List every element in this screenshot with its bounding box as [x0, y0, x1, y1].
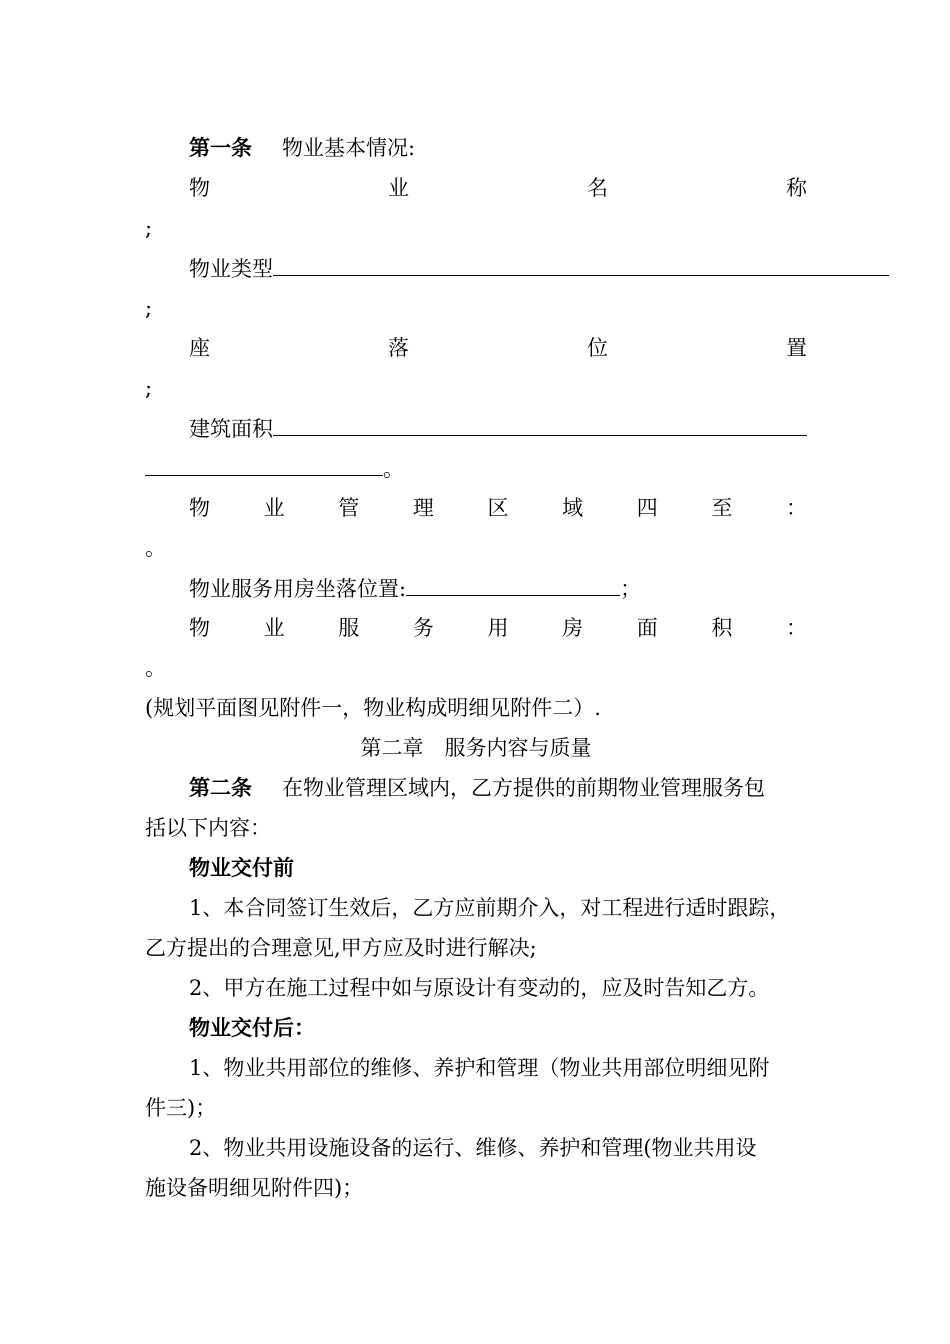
service-area-char: 物: [189, 616, 210, 640]
boundary-char: 管: [338, 496, 360, 520]
article2-heading-line: [145, 768, 807, 808]
building-area-end: 。: [383, 457, 404, 481]
name-char: 称: [786, 176, 807, 200]
before-item1: 1、本合同签订生效后，乙方应前期介入，对工程进行适时跟踪，: [189, 896, 791, 920]
property-type-field: [145, 248, 905, 288]
name-char: 物: [189, 176, 210, 200]
service-area-char: 务: [412, 616, 434, 640]
article1-heading-line: [145, 128, 807, 168]
before-item2: 2、甲方在施工过程中如与原设计有变动的，应及时告知乙方。: [189, 976, 770, 1000]
boundary-char: ：: [786, 496, 807, 520]
service-room-area-end: 。: [145, 656, 166, 680]
location-field: [145, 328, 807, 368]
service-room-location-blank[interactable]: [406, 568, 620, 596]
boundary-char: 业: [263, 496, 285, 520]
service-area-char: 业: [263, 616, 285, 640]
before-item1-cont: 乙方提出的合理意见,甲方应及时进行解决;: [145, 936, 537, 960]
location-char: 位: [587, 336, 608, 360]
property-type-end: ;: [145, 296, 153, 320]
name-char: 业: [388, 176, 409, 200]
article2-text-cont: 括以下内容：: [145, 816, 271, 840]
building-area-blank[interactable]: [273, 408, 807, 436]
after-item2: 2、物业共用设施设备的运行、维修、养护和管理(物业共用设: [189, 1136, 757, 1160]
after-delivery-heading: 物业交付后：: [189, 1015, 315, 1040]
after-item1: 1、物业共用部位的维修、养护和管理（物业共用部位明细见附: [189, 1056, 770, 1080]
property-type-blank[interactable]: [273, 248, 889, 276]
attachment-note: (规划平面图见附件一，物业构成明细见附件二）.: [145, 696, 601, 720]
service-area-char: 房: [562, 616, 584, 640]
service-room-location-field: [145, 568, 807, 608]
service-room-location-end: ；: [620, 577, 642, 601]
boundary-char: 区: [487, 496, 509, 520]
service-area-char: 积: [711, 616, 733, 640]
building-area-continuation: [145, 448, 807, 488]
boundary-char: 理: [412, 496, 434, 520]
building-area-field: [145, 408, 807, 448]
property-type-label: 物业类型: [189, 257, 273, 281]
service-area-char: 面: [636, 616, 658, 640]
service-room-location-label: 物业服务用房坐落位置:: [189, 577, 407, 601]
location-end: ;: [145, 376, 153, 400]
before-delivery-heading: 物业交付前: [189, 855, 294, 880]
location-char: 落: [388, 336, 409, 360]
service-room-area-field: [145, 608, 807, 648]
building-area-label: 建筑面积: [189, 417, 273, 441]
service-area-char: 服: [338, 616, 360, 640]
location-char: 置: [786, 336, 807, 360]
building-area-blank-2[interactable]: [145, 448, 383, 476]
chapter2-title: 第二章 服务内容与质量: [360, 736, 592, 760]
property-name-end: ;: [145, 216, 153, 240]
article2-text: 在物业管理区域内，乙方提供的前期物业管理服务包: [282, 776, 765, 800]
location-char: 座: [189, 336, 210, 360]
service-area-char: 用: [487, 616, 509, 640]
boundary-char: 至: [711, 496, 733, 520]
service-area-char: ：: [786, 616, 807, 640]
name-char: 名: [587, 176, 608, 200]
boundary-field: [145, 488, 807, 528]
boundary-char: 物: [189, 496, 210, 520]
property-name-field: [145, 168, 807, 208]
after-item2-cont: 施设备明细见附件四)；: [145, 1176, 364, 1200]
boundary-char: 域: [562, 496, 584, 520]
after-item1-cont: 件三)；: [145, 1096, 217, 1120]
article1-title: 物业基本情况:: [282, 136, 416, 160]
article2-heading: 第二条: [189, 775, 252, 800]
boundary-end: 。: [145, 536, 166, 560]
article1-heading: 第一条: [189, 135, 252, 160]
boundary-char: 四: [636, 496, 658, 520]
